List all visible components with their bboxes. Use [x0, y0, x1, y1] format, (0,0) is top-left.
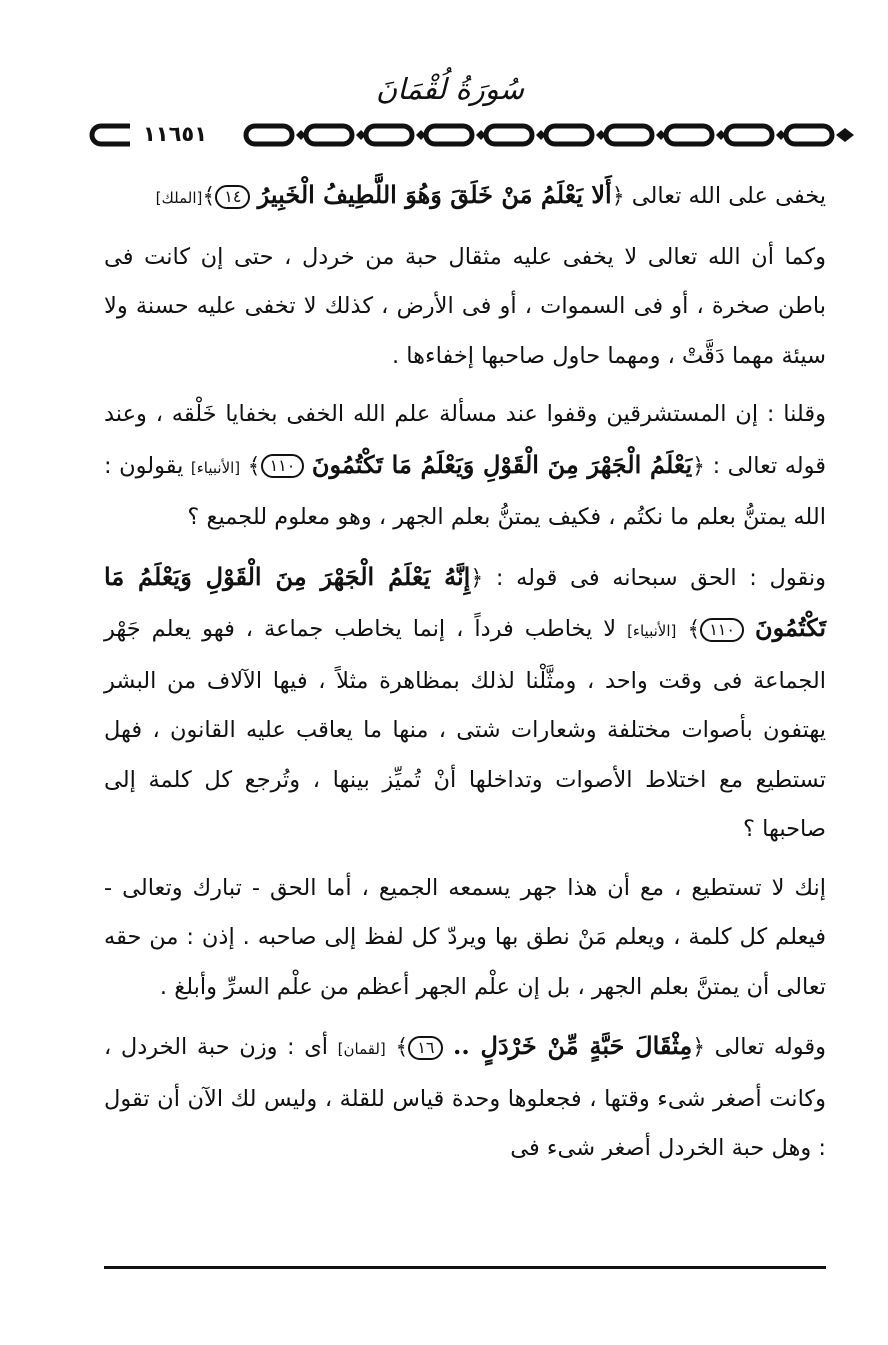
text-run: يخفى على الله تعالى: [631, 183, 826, 209]
quran-open-bracket: ﴿: [692, 1035, 706, 1060]
verse-number-badge: ١١٠: [261, 454, 305, 478]
surah-reference: [الملك]: [155, 189, 203, 207]
quran-close-bracket: ﴾: [395, 1035, 409, 1060]
quran-verse: إِنَّهُ يَعْلَمُ الْجَهْرَ مِنَ الْقَوْلِ وَيَعْلَمُ مَا تَكْتُمُونَ: [104, 561, 827, 642]
paragraph-4: [104, 552, 826, 855]
quran-close-bracket: ﴾: [247, 453, 261, 479]
quran-close-bracket: ﴾: [202, 184, 216, 209]
page-number: ١١٦٥١: [130, 118, 220, 150]
footer-divider: [104, 1266, 826, 1269]
paragraph-5: إنك لا تستطيع ، مع أن هذا جهر يسمعه الجميع ، أما الحق - تبارك وتعالى - فيعلم كل كلمة ، ويعلم مَنْ نطق بها ويردّ كل لفظ إلى صاحبه . إذن : من حقه تعالى أن يمتنَّ بعلم الجهر ، بل إن علْم الجهر أعظم من علْم السرِّ وأبلغ .: [104, 874, 826, 1000]
paragraph-6: [104, 1021, 826, 1174]
quran-close-bracket: ﴾: [687, 617, 701, 642]
paragraph-1: [104, 170, 826, 224]
quran-open-bracket: ﴿: [470, 565, 484, 591]
text-run: يقولون : الله يمتنُّ بعلم ما نكتُم ، فكيف يمتنُّ بعلم الجهر ، وهو معلوم للجميع ؟: [104, 452, 826, 530]
paragraph-3: [104, 390, 826, 543]
surah-title: سُورَةُ لُقْمَانَ: [375, 72, 525, 106]
quran-verse: مِثْقَالَ حَبَّةٍ مِّنْ خَرْدَلٍ ..: [453, 1031, 693, 1060]
quran-open-bracket: ﴿: [611, 184, 625, 209]
body-text: [104, 170, 826, 1183]
paragraph-2: وكما أن الله تعالى لا يخفى عليه مثقال حبة من خردل ، حتى إن كانت فى باطن صخرة ، أو فى السموات ، أو فى الأرض ، كذلك لا تخفى عليه حسنة ولا سيئة مهما دَقَّتْ ، ومهما حاول صاحبها إخفاءها .: [104, 243, 826, 369]
surah-reference: [الأنبياء]: [627, 622, 677, 640]
verse-number-badge: ١١٠: [700, 618, 744, 642]
text-run: وقوله تعالى: [714, 1034, 827, 1060]
surah-reference: [الأنبياء]: [190, 458, 241, 477]
verse-number-badge: ١٤: [215, 185, 250, 209]
quran-verse: يَعْلَمُ الْجَهْرَ مِنَ الْقَوْلِ وَيَعْلَمُ مَا تَكْتُمُونَ: [311, 449, 693, 479]
text-run: أى : وزن حبة الخردل ، وكانت أصغر شىء وقتها ، فجعلوها وحدة قياس للقلة ، وليس لك الآن أن تقول : وهل حبة الخردل أصغر شىء فى: [104, 1034, 826, 1161]
text-run: لا يخاطب فرداً ، إنما يخاطب جماعة ، فهو يعلم جَهْر الجماعة فى وقت واحد ، ومثَّلْنا لذلك بمظاهرة مثلاً ، فيها الآلاف من البشر يهتفون بأصوات مختلفة وشعارات شتى ، منها ما يعاقب عليه القانون ، فهل تستطيع مع اختلاط الأصوات وتداخلها أنْ تُميِّز بينها ، وتُرجع كل كلمة إلى صاحبها ؟: [104, 616, 826, 842]
surah-reference: [لقمان]: [337, 1040, 386, 1058]
text-run: ونقول : الحق سبحانه فى قوله :: [495, 564, 826, 591]
verse-number-badge: ١٦: [408, 1036, 443, 1060]
quran-open-bracket: ﴿: [692, 453, 706, 479]
text-run: وقلنا : إن المستشرقين وقفوا عند مسألة علم الله الخفى بخفايا خَلْقه ، وعند قوله تعالى :: [104, 401, 827, 479]
quran-verse: أَلا يَعْلَمُ مَنْ خَلَقَ وَهُوَ اللَّطِيفُ الْخَبِيرُ: [257, 180, 612, 209]
